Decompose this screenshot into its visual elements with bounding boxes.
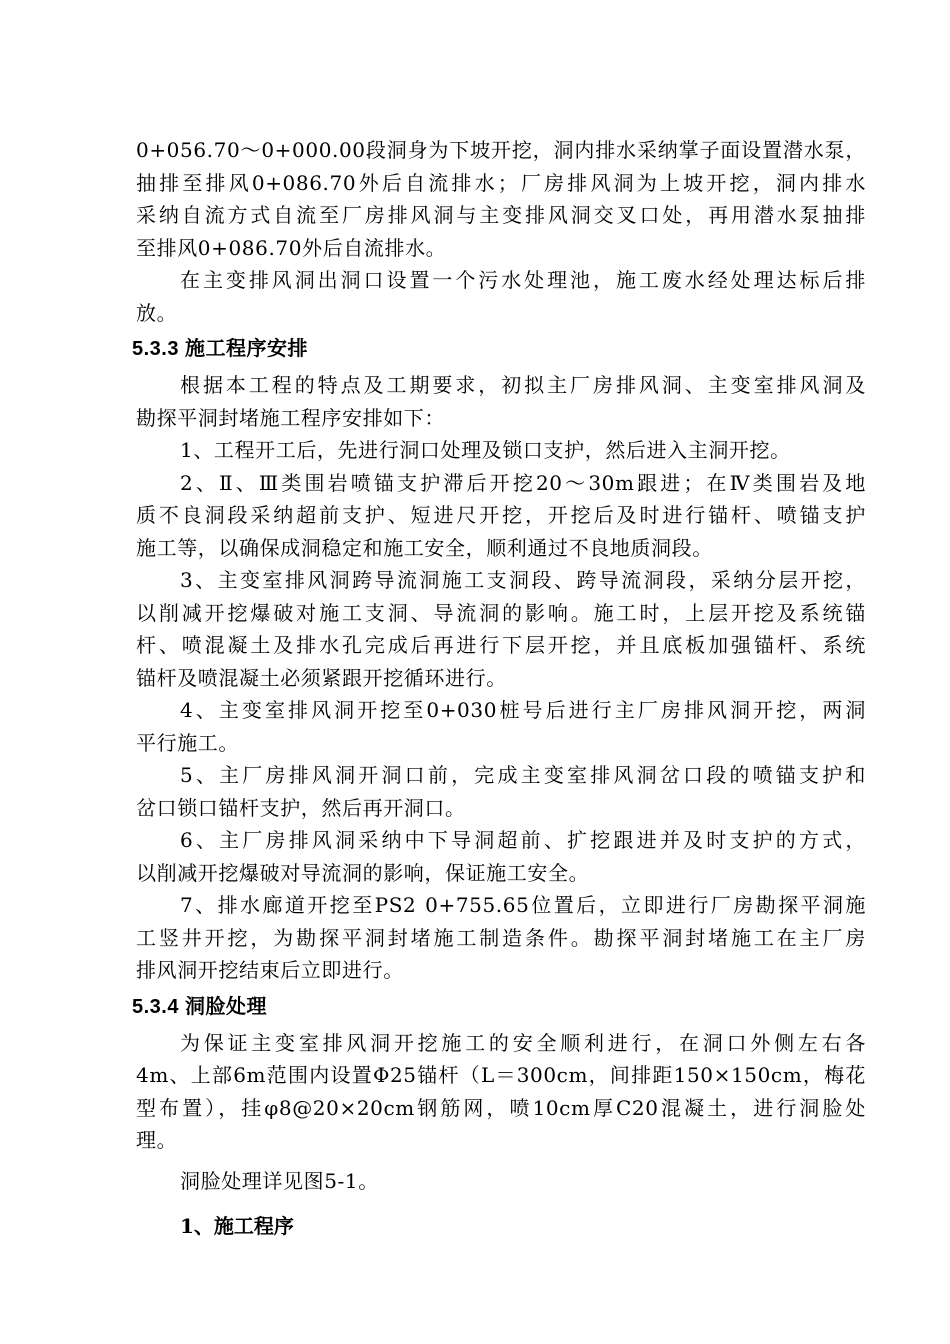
text-line: 3、主变室排风洞跨导流洞施工支洞段、跨导流洞段，采纳分层开挖， (180, 568, 866, 592)
paragraph-drainage (136, 134, 866, 264)
text-line: 0+056.70～0+000.00段洞身为下坡开挖，洞内排水采纳掌子面设置潜水泵， (136, 138, 866, 162)
text-line: 根据本工程的特点及工期要求，初拟主厂房排风洞、主变室排风洞及 (180, 373, 866, 397)
text-line: 采纳自流方式自流至厂房排风洞与主变排风洞交叉口处，再用潜水泵抽排 (136, 203, 866, 227)
paragraph-sewage (136, 264, 866, 329)
document-body (132, 134, 866, 1243)
paragraph-step-1 (136, 434, 866, 467)
text-line: 放。 (136, 300, 178, 325)
text-line: 排风洞开挖结束后立即进行。 (136, 958, 404, 982)
text-line: 洞脸处理详见图5-1。 (180, 1168, 379, 1193)
text-line: 质不良洞段采纳超前支护、短进尺开挖，开挖后及时进行锚杆、喷锚支护 (136, 503, 866, 527)
paragraph-portal-treatment (136, 1027, 866, 1157)
section-heading-5-3-4: 5.3.4 洞脸处理 (132, 995, 268, 1018)
paragraph-step-4 (136, 694, 866, 759)
text-line: 锚杆及喷混凝土必须紧跟开挖循环进行。 (136, 665, 507, 690)
text-line: 杆、喷混凝土及排水孔完成后再进行下层开挖，并且底板加强锚杆、系统 (136, 633, 866, 657)
section-heading-5-3-3: 5.3.3 施工程序安排 (132, 338, 309, 360)
text-line: 抽排至排风0+086.70外后自流排水；厂房排风洞为上坡开挖，洞内排水 (136, 170, 866, 195)
text-line: 以削减开挖爆破对施工支洞、导流洞的影响。施工时，上层开挖及系统锚 (136, 600, 866, 625)
text-line: 施工等，以确保成洞稳定和施工安全，顺利通过不良地质洞段。 (136, 535, 713, 560)
paragraph-intro (136, 369, 866, 434)
text-line: 理。 (136, 1128, 178, 1152)
paragraph-step-5 (136, 759, 866, 824)
text-line: 型布置），挂φ8@20×20cm钢筋网，喷10cm厚C20混凝土，进行洞脸处 (136, 1095, 866, 1120)
text-line: 在主变排风洞出洞口设置一个污水处理池，施工废水经处理达标后排 (180, 268, 866, 292)
text-line: 岔口锁口锚杆支护，然后再开洞口。 (136, 795, 466, 820)
text-line: 4m、上部6m范围内设置Φ25锚杆（L＝300cm，间排距150×150cm，梅花 (136, 1063, 866, 1087)
text-line: 4、主变室排风洞开挖至0+030桩号后进行主厂房排风洞开挖，两洞 (180, 698, 866, 722)
text-line: 6、主厂房排风洞采纳中下导洞超前、扩挖跟进并及时支护的方式， (180, 828, 866, 852)
subheading-construction-procedure: 1、施工程序 (180, 1214, 294, 1238)
text-line: 平行施工。 (136, 730, 239, 755)
text-line: 7、排水廊道开挖至PS2 0+755.65位置后，立即进行厂房勘探平洞施 (180, 893, 866, 917)
text-line: 勘探平洞封堵施工程序安排如下： (136, 405, 445, 430)
paragraph-step-2 (136, 467, 866, 565)
text-line: 1、工程开工后，先进行洞口处理及锁口支护，然后进入主洞开挖。 (180, 438, 791, 462)
text-line: 至排风0+086.70外后自流排水。 (136, 235, 447, 260)
spacer (136, 1157, 866, 1165)
text-line: 2、Ⅱ、Ⅲ类围岩喷锚支护滞后开挖20～30m跟进；在Ⅳ类围岩及地 (180, 470, 866, 495)
paragraph-step-6 (136, 824, 866, 889)
text-line: 以削减开挖爆破对导流洞的影响，保证施工安全。 (136, 860, 590, 885)
paragraph-figure-reference (136, 1165, 866, 1198)
text-line: 为保证主变室排风洞开挖施工的安全顺利进行，在洞口外侧左右各 (180, 1030, 866, 1055)
paragraph-step-3 (136, 564, 866, 694)
paragraph-step-7 (136, 889, 866, 987)
text-line: 工竖井开挖，为勘探平洞封堵施工制造条件。勘探平洞封堵施工在主厂房 (136, 925, 866, 950)
text-line: 5、主厂房排风洞开洞口前，完成主变室排风洞岔口段的喷锚支护和 (180, 763, 866, 787)
